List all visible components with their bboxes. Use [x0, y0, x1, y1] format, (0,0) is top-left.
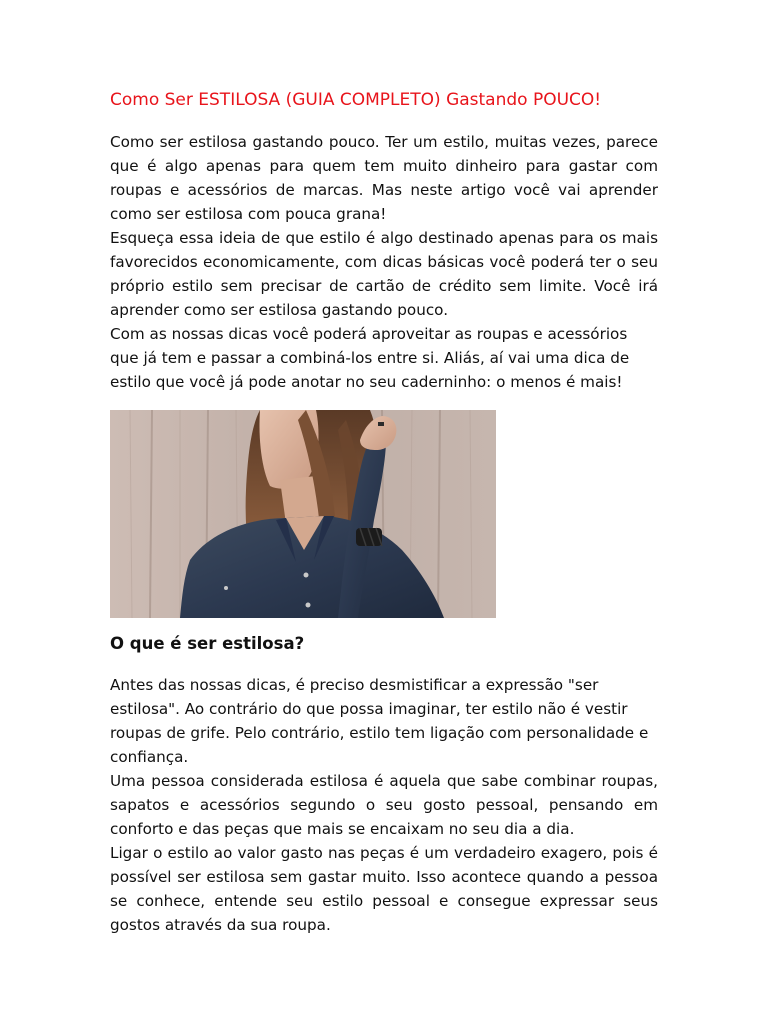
- article-photo: [110, 410, 496, 618]
- document-page: [110, 86, 658, 937]
- article-title: Como Ser ESTILOSA (GUIA COMPLETO) Gastando POUCO!: [110, 90, 602, 110]
- intro-paragraph-2: Esqueça essa ideia de que estilo é algo destinado apenas para os mais favorecidos economicamente, com dicas básicas você poderá ter o seu próprio estilo sem precisar de cartão de crédito sem limite. Você irá aprender como ser estilosa gastando pouco.: [110, 229, 658, 319]
- intro-paragraph-3: Com as nossas dicas você poderá aproveitar as roupas e acessórios que já tem e passar a combiná-los entre si. Aliás, aí vai uma dica de estilo que você já pode anotar no seu caderninho: o menos é mais!: [110, 325, 630, 391]
- intro-paragraph-1: Como ser estilosa gastando pouco. Ter um estilo, muitas vezes, parece que é algo apenas para quem tem muito dinheiro para gastar com roupas e acessórios de marcas. Mas neste artigo você vai aprender como ser estilosa com pouca grana!: [110, 133, 658, 223]
- section-paragraph-1: Antes das nossas dicas, é preciso desmistificar a expressão "ser estilosa". Ao contrário do que possa imaginar, ter estilo não é vestir roupas de grife. Pelo contrário, estilo tem ligação com personalidade e confiança.: [110, 676, 649, 766]
- section-paragraph-3: Ligar o estilo ao valor gasto nas peças é um verdadeiro exagero, pois é possível ser estilosa sem gastar muito. Isso acontece quando a pessoa se conhece, entende seu estilo pessoal e consegue expressar seus gostos através da sua roupa.: [110, 844, 658, 934]
- section-heading: O que é ser estilosa?: [110, 634, 305, 653]
- section-paragraph-2: Uma pessoa considerada estilosa é aquela que sabe combinar roupas, sapatos e acessórios segundo o seu gosto pessoal, pensando em conforto e das peças que mais se encaixam no seu dia a dia.: [110, 772, 658, 838]
